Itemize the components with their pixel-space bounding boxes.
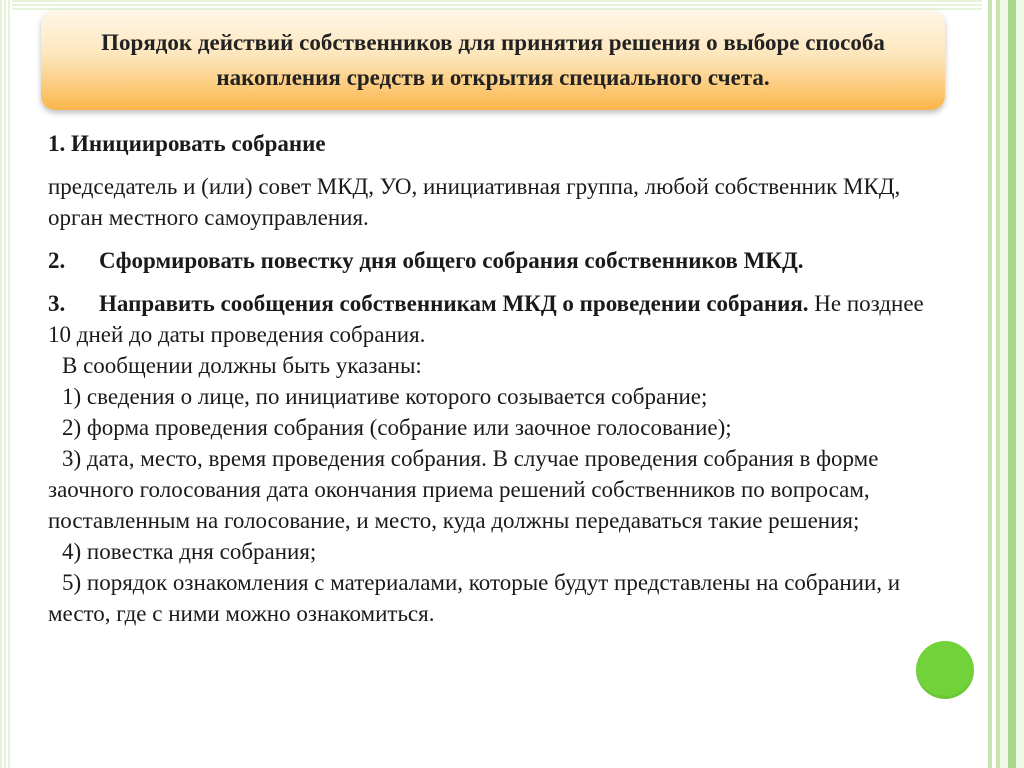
step-2-number: 2. xyxy=(48,248,66,273)
step-2 xyxy=(48,245,948,276)
title-banner xyxy=(41,10,945,110)
decorative-frame-left xyxy=(0,0,12,768)
list-item: 1) сведения о лице, по инициативе которого созывается собрание; xyxy=(62,384,708,409)
step-3-heading: Направить сообщения собственникам МКД о проведении собрания. xyxy=(99,291,809,316)
step-2-heading: Сформировать повестку дня общего собрания собственников МКД. xyxy=(99,248,804,273)
slide-title: Порядок действий собственников для принятия решения о выборе способа накопления средств и открытия специального счета. xyxy=(101,30,885,90)
step-1-heading: 1. Инициировать собрание xyxy=(48,131,326,156)
list-item: 2) форма проведения собрания (собрание или заочное голосование); xyxy=(62,415,732,440)
list-item: 4) повестка дня собрания; xyxy=(62,539,317,564)
step-3-intro: В сообщении должны быть указаны: xyxy=(62,353,422,378)
list-item: 5) порядок ознакомления с материалами, которые будут представлены на собрании, и место, где с ними можно ознакомиться. xyxy=(48,570,901,626)
decorative-frame-top xyxy=(0,0,1024,10)
list-item: 3) дата, место, время проведения собрания. В случае проведения собрания в форме заочного голосования дата окончания приема решений собственников по вопросам, поставленным на голосование, и место, куда должны передаваться такие решения; xyxy=(48,446,879,533)
step-3-number: 3. xyxy=(48,291,66,316)
slide-content xyxy=(48,128,948,629)
step-1-text: председатель и (или) совет МКД, УО, инициативная группа, любой собственник МКД, орган местного самоуправления. xyxy=(48,174,901,230)
decorative-frame-right xyxy=(982,0,1024,768)
decorative-green-circle xyxy=(916,641,974,699)
step-3-deadline: Не позднее 10 дней до даты проведения собрания. xyxy=(48,291,924,347)
step-3 xyxy=(48,288,948,350)
